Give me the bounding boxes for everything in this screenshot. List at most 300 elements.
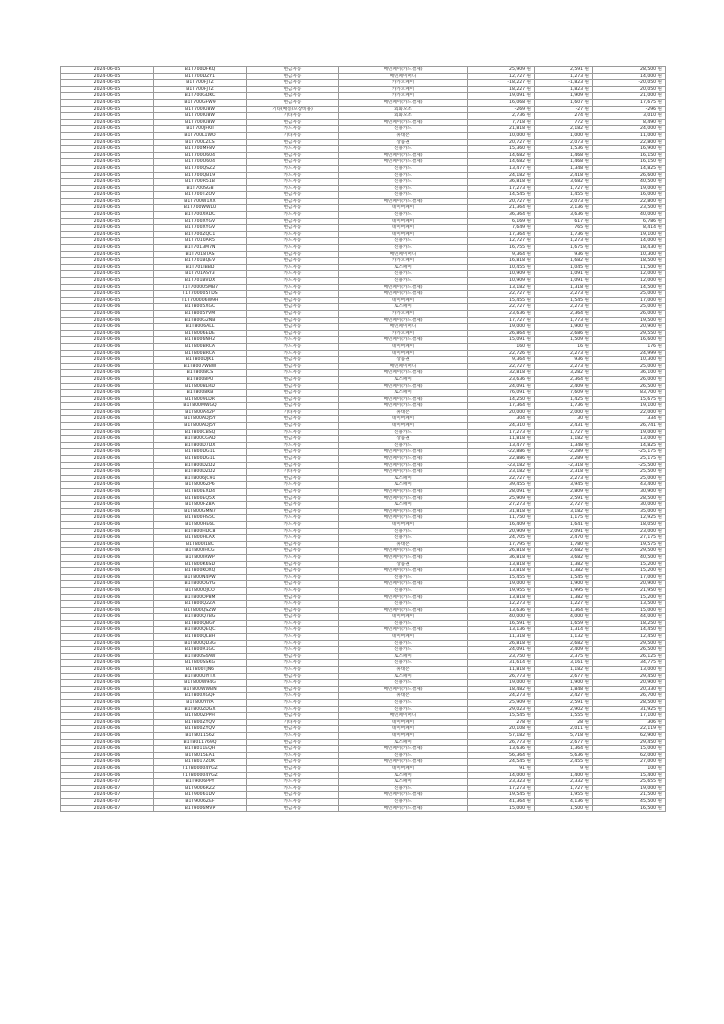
supply-amount-cell: 12,727 원 (468, 238, 535, 245)
order-id-cell: B1T800G2NB (154, 317, 247, 324)
total-amount-cell: 17,675 원 (593, 99, 666, 106)
payment-method-cell: 배민페이(카드결제) (339, 396, 468, 403)
total-amount-cell: -296 원 (593, 106, 666, 113)
table-row (61, 554, 666, 561)
table-row (61, 700, 666, 707)
date-cell: 2024-06-06 (61, 673, 154, 680)
table-row (61, 792, 666, 799)
table-row (61, 581, 666, 588)
table-row (61, 416, 666, 423)
type-cell: 현금자동 (247, 541, 339, 548)
total-amount-cell: 15,200 원 (593, 594, 666, 601)
total-amount-cell: 26,000 원 (593, 310, 666, 317)
payment-method-cell: 배민페이(카드결제) (339, 284, 468, 291)
table-row (61, 423, 666, 430)
type-cell: 현금자동 (247, 423, 339, 430)
date-cell: 2024-06-06 (61, 442, 154, 449)
order-id-cell: B1T8008PU (154, 376, 247, 383)
total-amount-cell: 23,000 원 (593, 528, 666, 535)
payment-method-cell: 신용카드 (339, 601, 468, 608)
supply-amount-cell: 17,364 원 (468, 403, 535, 410)
type-cell: 카드자동 (247, 245, 339, 252)
vat-cell: 1,727 원 (535, 185, 593, 192)
payment-method-cell: 신용카드 (339, 706, 468, 713)
order-id-cell: B1T800EQ5X (154, 495, 247, 502)
order-id-cell: B1T800MWGQ (154, 403, 247, 410)
vat-cell: 1,900 원 (535, 581, 593, 588)
vat-cell: 3,682 원 (535, 554, 593, 561)
supply-amount-cell: 17,364 원 (468, 231, 535, 238)
vat-cell: 1,273 원 (535, 73, 593, 80)
supply-amount-cell: 14,545 원 (468, 192, 535, 199)
type-cell: 현금자동 (247, 363, 339, 370)
payment-method-cell: 신용카드 (339, 192, 468, 199)
supply-amount-cell: 19,000 원 (468, 680, 535, 687)
supply-amount-cell: 12,727 원 (468, 73, 535, 80)
vat-cell: 1,736 원 (535, 403, 593, 410)
date-cell: 2024-06-05 (61, 146, 154, 153)
order-id-cell: B1T701BQEV (154, 258, 247, 265)
vat-cell: 772 원 (535, 119, 593, 126)
payment-method-cell: 네이버페이 (339, 297, 468, 304)
total-amount-cell: 83,700 원 (593, 390, 666, 397)
date-cell: 2024-06-05 (61, 284, 154, 291)
total-amount-cell: 27,000 원 (593, 759, 666, 766)
order-id-cell: B1T800HS5C (154, 515, 247, 522)
date-cell: 2024-06-05 (61, 119, 154, 126)
type-cell: 현금자동 (247, 792, 339, 799)
table-row (61, 357, 666, 364)
date-cell: 2024-06-06 (61, 310, 154, 317)
total-amount-cell: 40,000 원 (593, 212, 666, 219)
total-amount-cell: 24,999 원 (593, 350, 666, 357)
table-row (61, 601, 666, 608)
date-cell: 2024-06-06 (61, 456, 154, 463)
total-amount-cell: 25,000 원 (593, 304, 666, 311)
vat-cell: 2,273 원 (535, 304, 593, 311)
table-row (61, 568, 666, 575)
type-cell: 현금자동 (247, 324, 339, 331)
supply-amount-cell: 26,818 원 (468, 640, 535, 647)
vat-cell: 1,536 원 (535, 146, 593, 153)
supply-amount-cell: 19,955 원 (468, 587, 535, 594)
supply-amount-cell: 25,909 원 (468, 67, 535, 74)
order-id-cell: B1T8008CS (154, 370, 247, 377)
table-row (61, 185, 666, 192)
payment-method-cell: 신용카드 (339, 429, 468, 436)
date-cell: 2024-06-06 (61, 653, 154, 660)
supply-amount-cell: 22,726 원 (468, 350, 535, 357)
order-id-cell: B1T700WWLU (154, 205, 247, 212)
vat-cell: 2,418 원 (535, 172, 593, 179)
order-id-cell: B1T800TJN6 (154, 667, 247, 674)
type-cell: 현금자동 (247, 746, 339, 753)
date-cell: 2024-06-06 (61, 495, 154, 502)
type-cell: 현금자동 (247, 225, 339, 232)
supply-amount-cell: 26,773 원 (468, 739, 535, 746)
order-id-cell: B1T800OP8M (154, 594, 247, 601)
vat-cell: 2,455 원 (535, 759, 593, 766)
payment-method-cell: 네이버페이 (339, 614, 468, 621)
order-id-cell: B1T8011562 (154, 732, 247, 739)
order-id-cell: B1T800ZYQV (154, 719, 247, 726)
vat-cell: 1,227 원 (535, 601, 593, 608)
vat-cell: 2,409 원 (535, 383, 593, 390)
supply-amount-cell: 17,273 원 (468, 429, 535, 436)
supply-amount-cell: 56,364 원 (468, 752, 535, 759)
order-id-cell: B1T701IBBD (154, 264, 247, 271)
total-amount-cell: 25,000 원 (593, 475, 666, 482)
payment-method-cell: 네이버페이 (339, 343, 468, 350)
date-cell: 2024-06-06 (61, 436, 154, 443)
total-amount-cell: 16,150 원 (593, 152, 666, 159)
total-amount-cell: 16,900 원 (593, 146, 666, 153)
date-cell: 2024-06-06 (61, 330, 154, 337)
type-cell: 카드자동 (247, 343, 339, 350)
type-cell: 현금자동 (247, 390, 339, 397)
vat-cell: 1,848 원 (535, 686, 593, 693)
date-cell: 2024-06-06 (61, 370, 154, 377)
vat-cell: 2,273 원 (535, 350, 593, 357)
table-row (61, 113, 666, 120)
order-id-cell: B1T800I18C (154, 541, 247, 548)
date-cell: 2024-06-07 (61, 798, 154, 805)
total-amount-cell: 21,500 원 (593, 792, 666, 799)
table-row (61, 152, 666, 159)
vat-cell: 2,364 원 (535, 376, 593, 383)
payment-method-cell: 토스페이 (339, 673, 468, 680)
date-cell: 2024-06-06 (61, 607, 154, 614)
date-cell: 2024-06-06 (61, 548, 154, 555)
vat-cell: 2,273 원 (535, 291, 593, 298)
vat-cell: -1,823 원 (535, 80, 593, 87)
supply-amount-cell: 6,169 원 (468, 218, 535, 225)
payment-method-cell: 신용카드 (339, 245, 468, 252)
payment-method-cell: 네이버페이 (339, 225, 468, 232)
total-amount-cell: 19,500 원 (593, 317, 666, 324)
total-amount-cell: 22,800 원 (593, 139, 666, 146)
table-row (61, 218, 666, 225)
supply-amount-cell: 2,736 원 (468, 113, 535, 120)
table-row (61, 165, 666, 172)
total-amount-cell: 12,450 원 (593, 634, 666, 641)
supply-amount-cell: 26,864 원 (468, 330, 535, 337)
order-id-cell: B1T800OJCO (154, 587, 247, 594)
date-cell: 2024-06-05 (61, 132, 154, 139)
date-cell: 2024-06-06 (61, 475, 154, 482)
vat-cell: 274 원 (535, 113, 593, 120)
vat-cell: 936 원 (535, 357, 593, 364)
supply-amount-cell: 17,795 원 (468, 541, 535, 548)
date-cell: 2024-06-06 (61, 587, 154, 594)
vat-cell: 9 원 (535, 765, 593, 772)
vat-cell: 765 원 (535, 225, 593, 232)
date-cell: 2024-06-06 (61, 521, 154, 528)
type-cell: 현금자동 (247, 508, 339, 515)
supply-amount-cell: 17,273 원 (468, 785, 535, 792)
order-id-cell: B1T800EXD4 (154, 489, 247, 496)
date-cell: 2024-06-06 (61, 462, 154, 469)
vat-cell: 5,718 원 (535, 732, 593, 739)
payment-method-cell: 신용카드 (339, 785, 468, 792)
order-id-cell: B1T9006ZEF (154, 798, 247, 805)
vat-cell: 2,591 원 (535, 495, 593, 502)
order-id-cell: B1T700FJTZ (154, 80, 247, 87)
type-cell: 현금자동 (247, 159, 339, 166)
type-cell: 카드자동 (247, 706, 339, 713)
total-amount-cell: 28,500 원 (593, 67, 666, 74)
type-cell: 현금자동 (247, 561, 339, 568)
type-cell: 현금자동 (247, 713, 339, 720)
table-row (61, 383, 666, 390)
total-amount-cell: 22,119 원 (593, 726, 666, 733)
order-id-cell: B1T8006NH2 (154, 337, 247, 344)
date-cell: 2024-06-06 (61, 620, 154, 627)
order-id-cell: B1T9006MVP (154, 805, 247, 812)
type-cell: 기타자동 (247, 469, 339, 476)
supply-amount-cell: 15,360 원 (468, 146, 535, 153)
supply-amount-cell: 27,273 원 (468, 502, 535, 509)
payment-method-cell: 신용카드 (339, 680, 468, 687)
date-cell: 2024-06-06 (61, 363, 154, 370)
type-cell: 현금자동 (247, 607, 339, 614)
date-cell: 2024-06-05 (61, 152, 154, 159)
sales-ledger-sheet (60, 66, 665, 812)
table-row (61, 99, 666, 106)
vat-cell: 2,289 원 (535, 456, 593, 463)
date-cell: 2024-06-06 (61, 647, 154, 654)
table-row (61, 660, 666, 667)
order-id-cell: B1T8009LDR (154, 396, 247, 403)
date-cell: 2024-06-06 (61, 561, 154, 568)
total-amount-cell: 19,000 원 (593, 785, 666, 792)
date-cell: 2024-06-06 (61, 752, 154, 759)
type-cell: 현금자동 (247, 548, 339, 555)
vat-cell: 3,182 원 (535, 508, 593, 515)
type-cell: 카드자동 (247, 370, 339, 377)
total-amount-cell: 18,430 원 (593, 245, 666, 252)
supply-amount-cell: 16,818 원 (468, 258, 535, 265)
table-row (61, 67, 666, 74)
type-cell: 카드자동 (247, 574, 339, 581)
payment-method-cell: 배민페이머니 (339, 363, 468, 370)
type-cell: 현금자동 (247, 489, 339, 496)
supply-amount-cell: 15,455 원 (468, 574, 535, 581)
order-id-cell: B1T700O604 (154, 159, 247, 166)
order-id-cell: B1T800D7DX (154, 442, 247, 449)
total-amount-cell: 12,000 원 (593, 278, 666, 285)
supply-amount-cell: 24,310 원 (468, 423, 535, 430)
order-id-cell: B1T800YIYA (154, 700, 247, 707)
type-cell: 카드자동 (247, 660, 339, 667)
payment-method-cell: 네이버페이 (339, 732, 468, 739)
date-cell: 2024-06-05 (61, 218, 154, 225)
date-cell: 2024-06-05 (61, 93, 154, 100)
type-cell: 카드자동 (247, 528, 339, 535)
vat-cell: 3,282 원 (535, 370, 593, 377)
vat-cell: 2,470 원 (535, 535, 593, 542)
vat-cell: 2,273 원 (535, 363, 593, 370)
order-id-cell: B1T700TZOV (154, 192, 247, 199)
supply-amount-cell: 20,000 원 (468, 409, 535, 416)
supply-amount-cell: 17,727 원 (468, 317, 535, 324)
order-id-cell: B1T8011769Q (154, 739, 247, 746)
supply-amount-cell: 13,818 원 (468, 561, 535, 568)
table-row (61, 693, 666, 700)
date-cell: 2024-06-06 (61, 746, 154, 753)
total-amount-cell: 14,000 원 (593, 73, 666, 80)
type-cell: 카드자동 (247, 627, 339, 634)
total-amount-cell: 30,900 원 (593, 489, 666, 496)
total-amount-cell: 8,490 원 (593, 119, 666, 126)
total-amount-cell: 62,000 원 (593, 752, 666, 759)
table-row (61, 93, 666, 100)
supply-amount-cell: 10,000 원 (468, 132, 535, 139)
type-cell: 카드자동 (247, 482, 339, 489)
order-id-cell: B1T800XGQF (154, 693, 247, 700)
supply-amount-cell: 57,182 원 (468, 732, 535, 739)
date-cell: 2024-06-06 (61, 390, 154, 397)
vat-cell: 1,468 원 (535, 152, 593, 159)
date-cell: 2024-06-06 (61, 409, 154, 416)
vat-cell: 2,091 원 (535, 528, 593, 535)
supply-amount-cell: 24,273 원 (468, 693, 535, 700)
order-id-cell: B1T700XYGV (154, 225, 247, 232)
type-cell: 현금자동 (247, 759, 339, 766)
date-cell: 2024-06-06 (61, 423, 154, 430)
table-row (61, 732, 666, 739)
supply-amount-cell: 23,182 원 (468, 469, 535, 476)
order-id-cell: B1T700QSZ2 (154, 165, 247, 172)
table-row (61, 680, 666, 687)
supply-amount-cell: -22,886 원 (468, 449, 535, 456)
supply-amount-cell: 26,773 원 (468, 673, 535, 680)
table-row (61, 521, 666, 528)
table-row (61, 805, 666, 812)
payment-method-cell: 신용카드 (339, 752, 468, 759)
date-cell: 2024-06-05 (61, 291, 154, 298)
payment-method-cell: 배민페이(카드결제) (339, 99, 468, 106)
total-amount-cell: 26,600 원 (593, 172, 666, 179)
payment-method-cell: 신용카드 (339, 535, 468, 542)
table-row (61, 132, 666, 139)
table-row (61, 653, 666, 660)
payment-method-cell: 카카오페이 (339, 80, 468, 87)
type-cell: 카드자동 (247, 752, 339, 759)
type-cell: 카드자동 (247, 179, 339, 186)
type-cell: 카드자동 (247, 640, 339, 647)
table-row (61, 495, 666, 502)
date-cell: 2024-06-06 (61, 535, 154, 542)
order-id-cell: B1T800ADJ5Y (154, 423, 247, 430)
order-id-cell: B1T700IU8W (154, 113, 247, 120)
table-row (61, 370, 666, 377)
vat-cell: 2,000 원 (535, 409, 593, 416)
type-cell: 카드자동 (247, 634, 339, 641)
sales-ledger-table (60, 66, 666, 812)
supply-amount-cell: 13,636 원 (468, 746, 535, 753)
type-cell: 카드자동 (247, 700, 339, 707)
type-cell: 현금자동 (247, 119, 339, 126)
vat-cell: 1,314 원 (535, 627, 593, 634)
type-cell: 현금자동 (247, 251, 339, 258)
order-id-cell: B1T700IU8W (154, 106, 247, 113)
date-cell: 2024-06-06 (61, 429, 154, 436)
order-id-cell: B1T800DZD2 (154, 462, 247, 469)
order-id-cell: B1T7018TAS (154, 251, 247, 258)
order-id-cell: B1T800SSKG (154, 660, 247, 667)
type-cell: 카드자동 (247, 442, 339, 449)
table-row (61, 238, 666, 245)
vat-cell: -27 원 (535, 106, 593, 113)
supply-amount-cell: 13,818 원 (468, 594, 535, 601)
table-row (61, 779, 666, 786)
payment-method-cell: 신용카드 (339, 179, 468, 186)
date-cell: 2024-06-05 (61, 245, 154, 252)
date-cell: 2024-06-06 (61, 350, 154, 357)
date-cell: 2024-06-06 (61, 680, 154, 687)
type-cell: 카드자동 (247, 172, 339, 179)
order-id-cell: B1T8006EDE (154, 330, 247, 337)
total-amount-cell: 28,500 원 (593, 495, 666, 502)
supply-amount-cell: 12,273 원 (468, 601, 535, 608)
table-row (61, 647, 666, 654)
supply-amount-cell: 32,818 원 (468, 370, 535, 377)
payment-method-cell: 휴대폰 (339, 667, 468, 674)
table-row (61, 251, 666, 258)
vat-cell: 1,182 원 (535, 667, 593, 674)
type-cell: 카드자동 (247, 779, 339, 786)
date-cell: 2024-06-05 (61, 99, 154, 106)
supply-amount-cell: 39,455 원 (468, 482, 535, 489)
supply-amount-cell: 11,318 원 (468, 634, 535, 641)
order-id-cell: B1T800QEQC (154, 627, 247, 634)
date-cell: 2024-06-06 (61, 759, 154, 766)
supply-amount-cell: 91 원 (468, 765, 535, 772)
table-row (61, 502, 666, 509)
vat-cell: 1,468 원 (535, 159, 593, 166)
supply-amount-cell: 36,818 원 (468, 554, 535, 561)
table-row (61, 515, 666, 522)
supply-amount-cell: 25,909 원 (468, 495, 535, 502)
order-id-cell: B1T800S4AW (154, 653, 247, 660)
payment-method-cell: 카카오페이 (339, 330, 468, 337)
date-cell: 2024-06-06 (61, 554, 154, 561)
total-amount-cell: 14,500 원 (593, 284, 666, 291)
vat-cell: 2,677 원 (535, 673, 593, 680)
payment-method-cell: 배민페이(카드결제) (339, 627, 468, 634)
total-amount-cell: -20,050 원 (593, 80, 666, 87)
type-cell: 기타자동 (247, 132, 339, 139)
payment-method-cell: 토스페이 (339, 264, 468, 271)
type-cell: 현금자동 (247, 449, 339, 456)
vat-cell: 7,609 원 (535, 390, 593, 397)
table-row (61, 508, 666, 515)
payment-method-cell: 휴대폰 (339, 693, 468, 700)
date-cell: 2024-06-06 (61, 581, 154, 588)
supply-amount-cell: 24,545 원 (468, 759, 535, 766)
type-cell: 현금자동 (247, 495, 339, 502)
payment-method-cell: 배민페이(카드결제) (339, 515, 468, 522)
supply-amount-cell: 17,273 원 (468, 185, 535, 192)
payment-method-cell: 네이버페이 (339, 765, 468, 772)
type-cell: 카드자동 (247, 429, 339, 436)
type-cell: 현금자동 (247, 726, 339, 733)
table-row (61, 172, 666, 179)
supply-amount-cell: 160 원 (468, 343, 535, 350)
vat-cell: 1,780 원 (535, 541, 593, 548)
type-cell: 카드자동 (247, 693, 339, 700)
